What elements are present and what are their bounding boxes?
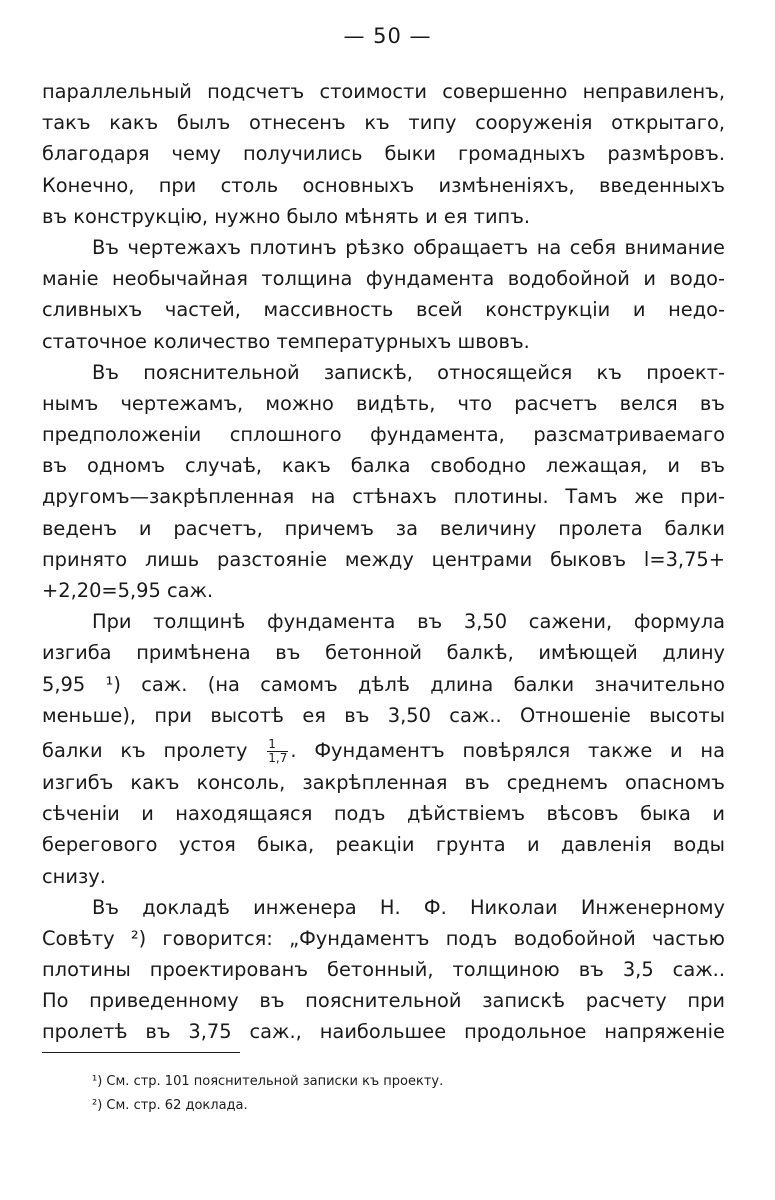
- text-line: Въ пояснительной запискѣ, относящейся къ проект-: [92, 360, 725, 384]
- text-segment: . Фундаментъ повѣрялся также и на: [290, 738, 725, 762]
- footnote: ²) См. стр. 62 доклада.: [92, 1098, 248, 1113]
- text-line: пролетѣ въ 3,75 саж., наибольшее продольное напряженіе: [42, 1020, 725, 1044]
- text-line: +2,20=5,95 саж.: [42, 579, 214, 602]
- text-line: статочное количество температурныхъ швовъ.: [42, 329, 530, 353]
- text-line: При толщинѣ фундамента въ 3,50 сажени, формула: [92, 610, 725, 634]
- text-line: Совѣту ²) говорится: „Фундаментъ подъ водобойной частью: [42, 926, 725, 950]
- text-line: Въ докладѣ инженера Н. Ф. Николаи Инженерному: [92, 895, 725, 919]
- text-line: меньше), при высотѣ ея въ 3,50 саж.. Отношеніе высоты: [42, 703, 725, 727]
- footnote-divider: [42, 1052, 240, 1053]
- text-line: маніе необычайная толщина фундамента водобойной и водо-: [42, 267, 725, 291]
- text-line-with-fraction: [42, 731, 725, 767]
- footnote: ¹) См. стр. 101 пояснительной записки къ проекту.: [92, 1074, 444, 1089]
- text-line: такъ какъ былъ отнесенъ къ типу сооруженія открытаго,: [42, 111, 725, 135]
- fraction: [267, 738, 288, 765]
- body-text: [42, 76, 725, 1048]
- text-line: предположеніи сплошного фундамента, разсматриваемаго: [42, 423, 725, 447]
- text-line: сливныхъ частей, массивность всей конструкціи и недо-: [42, 298, 725, 322]
- text-line: Конечно, при столь основныхъ измѣненіяхъ, введенныхъ: [42, 173, 725, 197]
- fraction-numerator: 1: [267, 738, 288, 752]
- text-segment: балки къ пролету: [42, 738, 248, 762]
- text-line: Въ чертежахъ плотинъ рѣзко обращаетъ на себя внимание: [92, 235, 725, 259]
- text-line: берегового устоя быка, реакціи грунта и давленія воды: [42, 833, 725, 857]
- text-line: изгиба примѣнена въ бетонной балкѣ, имѣющей длину: [42, 641, 725, 665]
- page-number: — 50 —: [343, 24, 432, 48]
- text-line: въ конструкцію, нужно было мѣнять и ея типъ.: [42, 204, 531, 228]
- text-line: благодаря чему получились быки громадныхъ размѣровъ.: [42, 142, 725, 166]
- text-line: нымъ чертежамъ, можно видѣть, что расчетъ велся въ: [42, 391, 725, 415]
- footnotes: [92, 1070, 725, 1118]
- text-line: снизу.: [42, 864, 106, 888]
- text-line: 5,95 ¹) саж. (на самомъ дѣлѣ длина балки значительно: [42, 672, 725, 696]
- fraction-denominator: 1,7: [268, 750, 288, 765]
- text-line: веденъ и расчетъ, причемъ за величину пролета балки: [42, 516, 725, 540]
- text-line: По приведенному въ пояснительной запискѣ расчету при: [42, 989, 725, 1013]
- text-line: другомъ—закрѣпленная на стѣнахъ плотины. Тамъ же при-: [42, 485, 725, 509]
- text-line: изгибъ какъ консоль, закрѣпленная въ среднемъ опасномъ: [42, 770, 725, 794]
- text-line: плотины проектированъ бетонный, толщиною въ 3,5 саж..: [42, 958, 725, 982]
- text-line: принято лишь разстояніе между центрами быковъ l=3,75+: [42, 547, 725, 571]
- text-line: въ одномъ случаѣ, какъ балка свободно лежащая, и въ: [42, 454, 725, 478]
- text-line: сѣченіи и находящаяся подъ дѣйствіемъ вѣсовъ быка и: [42, 802, 725, 826]
- text-line: параллельный подсчетъ стоимости совершенно неправиленъ,: [42, 80, 725, 103]
